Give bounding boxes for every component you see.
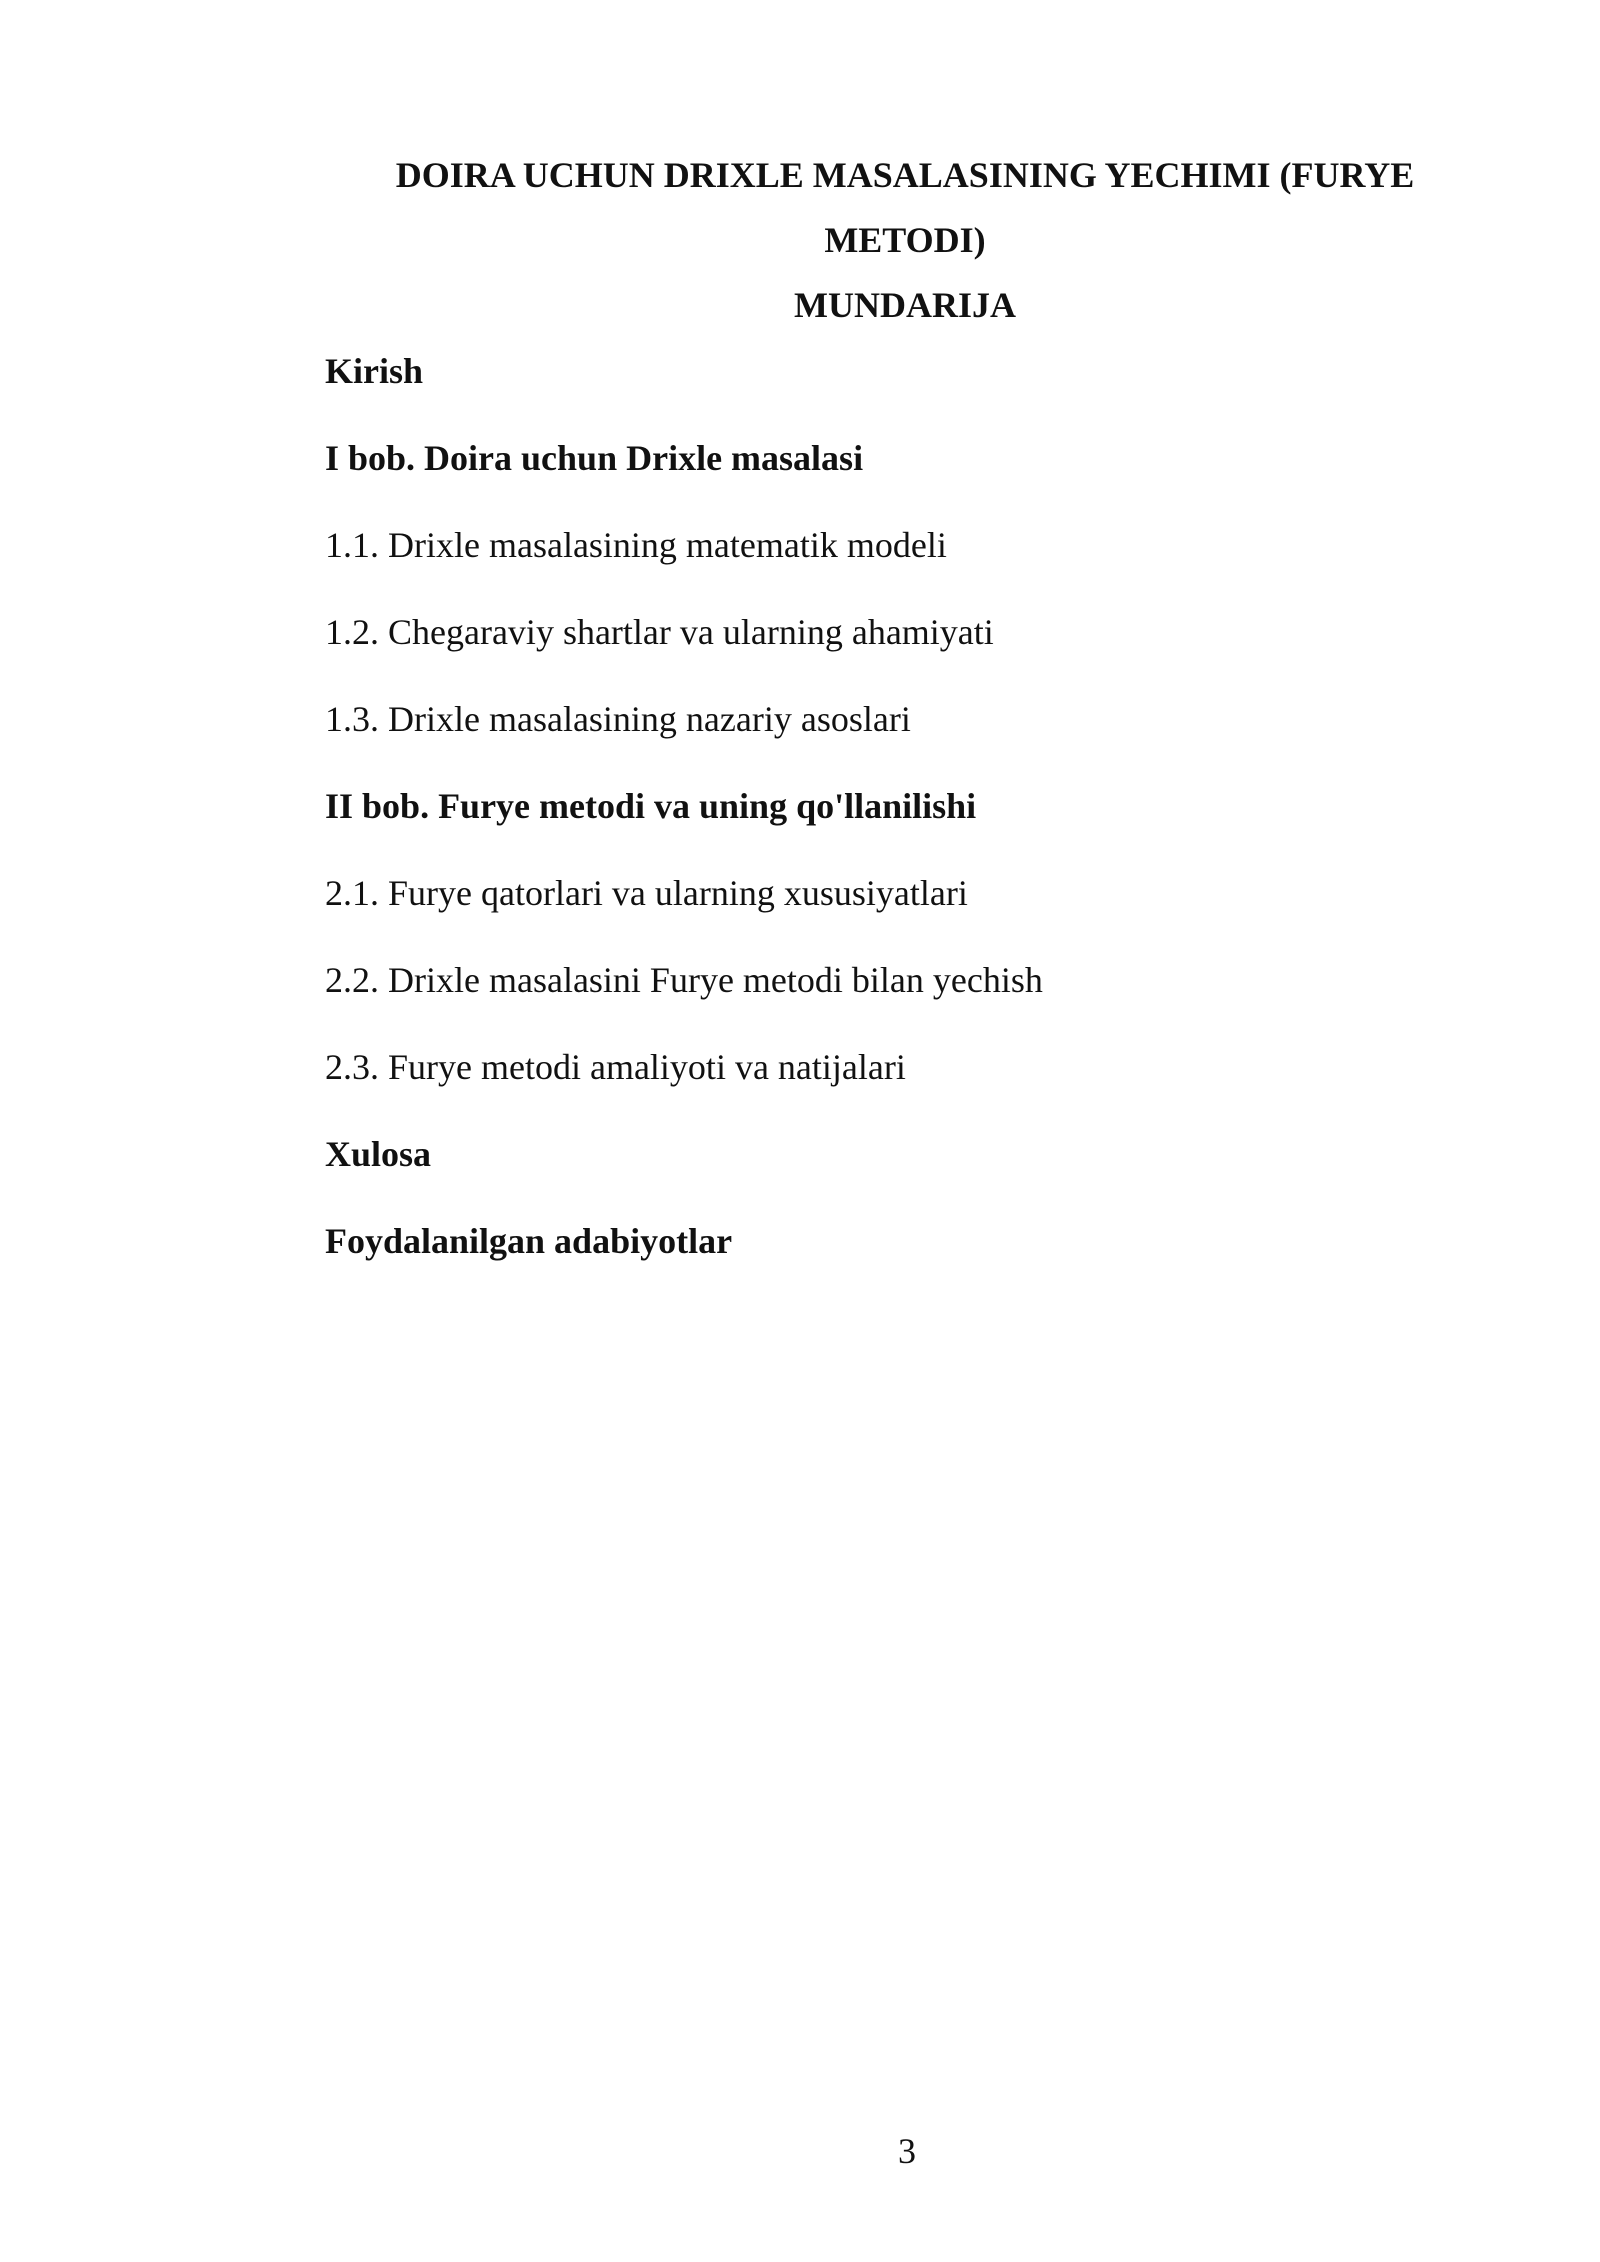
toc-item-1-3: 1.3. Drixle masalasining nazariy asoslari	[325, 699, 911, 739]
page-number: 3	[898, 2131, 916, 2171]
toc-item-chapter-1: I bob. Doira uchun Drixle masalasi	[325, 438, 864, 478]
toc-heading: MUNDARIJA	[794, 285, 1016, 325]
toc-item-2-2: 2.2. Drixle masalasini Furye metodi bilan yechish	[325, 960, 1043, 1000]
document-title: DOIRA UCHUN DRIXLE MASALASINING YECHIMI (FURYE METODI)	[395, 155, 1415, 260]
toc-item-xulosa: Xulosa	[325, 1134, 432, 1174]
toc-item-2-3: 2.3. Furye metodi amaliyoti va natijalari	[325, 1047, 906, 1087]
toc-item-2-1: 2.1. Furye qatorlari va ularning xususiyatlari	[325, 873, 968, 913]
toc-item-chapter-2: II bob. Furye metodi va uning qo'llanilishi	[325, 786, 977, 826]
toc-item-kirish: Kirish	[325, 351, 424, 391]
toc-item-1-2: 1.2. Chegaraviy shartlar va ularning ahamiyati	[325, 612, 994, 652]
toc-item-1-1: 1.1. Drixle masalasining matematik modeli	[325, 525, 947, 565]
toc-item-references: Foydalanilgan adabiyotlar	[325, 1221, 733, 1261]
